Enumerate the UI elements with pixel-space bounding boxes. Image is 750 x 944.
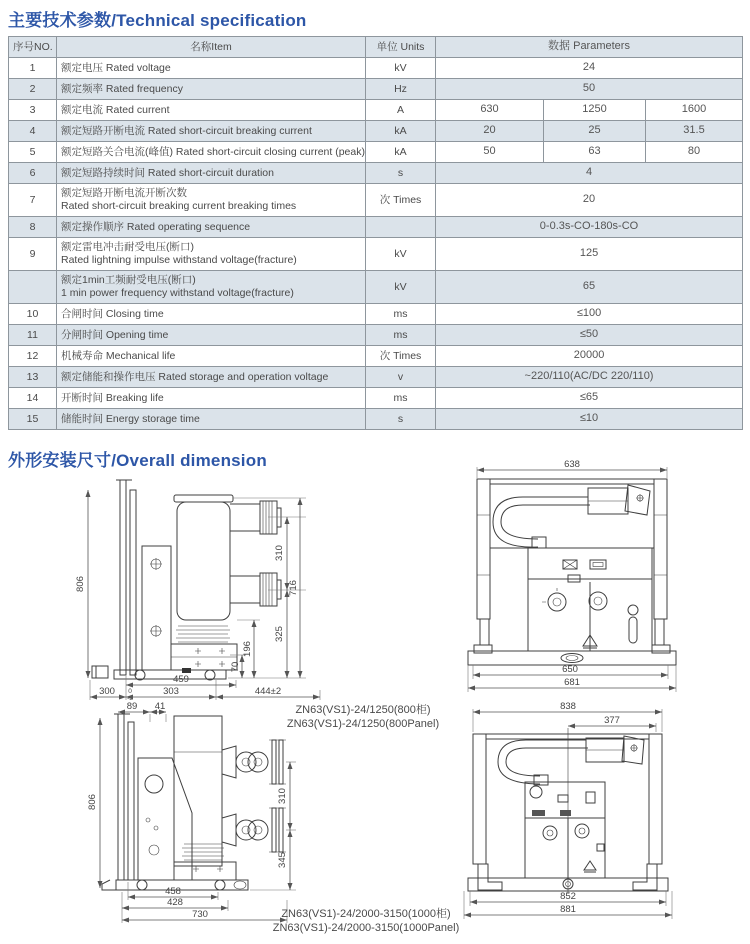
cell-item [57,271,366,304]
dim-label: 444±2 [254,686,282,697]
cell-item: 额定电流 Rated current [57,100,366,121]
cell-no: 14 [9,388,57,409]
cell-value: ≤65 [436,388,743,409]
item-cn: 额定1min工频耐受电压(断口) [61,274,196,287]
cell-value: 4 [436,163,743,184]
lower-terminal [230,573,281,606]
cell-unit: kV [366,238,436,271]
cell-unit: kA [366,121,436,142]
dim-label: 89 [126,701,138,712]
caption-line: ZN63(VS1)-24/1250(800Panel) [286,718,440,730]
table-row [9,409,743,430]
cell-no: 4 [9,121,57,142]
cell-unit: ms [366,388,436,409]
cell-unit: kA [366,142,436,163]
drawing-side-view-1000 [70,700,370,940]
dim-label: 881 [560,904,576,915]
dim-tolerance-upper: 0 [128,688,132,695]
cell-unit: Hz [366,79,436,100]
cell-value: 630 [436,100,544,121]
cell-no: 6 [9,163,57,184]
dim-label: 806 [75,576,86,592]
cell-value: ≤10 [436,409,743,430]
mounting-holes [150,558,162,637]
cell-no: 13 [9,367,57,388]
cell-item: 储能时间 Energy storage time [57,409,366,430]
cell-no: 12 [9,346,57,367]
cell-value: 24 [436,58,743,79]
cell-unit: s [366,409,436,430]
lower-terminal [222,808,286,852]
dim-label: 428 [167,897,183,908]
cell-value: 1250 [544,100,646,121]
cell-value: 25 [544,121,646,142]
dim-label: 303 [163,686,179,697]
table-row [9,217,743,238]
cell-value: ≤100 [436,304,743,325]
breaker-front-view-1000-figure [468,728,668,894]
dim-label: 730 [192,909,208,920]
cell-value: 50 [436,79,743,100]
table-row [9,367,743,388]
item-en: Rated lightning impulse withstand voltage(fracture) [61,254,297,266]
drawing-front-view-800 [440,455,740,705]
dim-label: 70 [230,661,241,673]
cell-unit: s [366,163,436,184]
cell-no: 5 [9,142,57,163]
item-cn: 额定短路开断电流开断次数 [61,187,187,200]
section-title-overall-dimension: 外形安装尺寸/Overall dimension [8,451,267,470]
cell-item: 额定短路持续时间 Rated short-circuit duration [57,163,366,184]
dim-label: 310 [274,545,285,561]
table-row [9,388,743,409]
caption-line: ZN63(VS1)-24/2000-3150(1000Panel) [272,922,460,934]
cell-no: 15 [9,409,57,430]
item-en: 1 min power frequency withstand voltage(fracture) [61,287,294,299]
table-row [9,100,743,121]
table-header-row [9,37,743,58]
cell-item: 合闸时间 Closing time [57,304,366,325]
cell-unit: 次 Times [366,346,436,367]
cell-value: 65 [436,271,743,304]
caption-line: ZN63(VS1)-24/2000-3150(1000柜) [281,908,451,920]
cell-item: 额定储能和操作电压 Rated storage and operation voltage [57,367,366,388]
table-row [9,58,743,79]
cell-no: 2 [9,79,57,100]
table-row [9,121,743,142]
panel-details [525,786,605,878]
cable-loop [498,736,644,785]
cell-item: 开断时间 Breaking life [57,388,366,409]
bellows [176,626,230,642]
table-row [9,304,743,325]
breaker-front-view-800-figure [468,479,676,665]
cell-item: 额定操作顺序 Rated operating sequence [57,217,366,238]
dim-label: 41 [154,701,166,712]
dim-label: 838 [560,701,576,712]
cell-no: 10 [9,304,57,325]
cell-value: 1600 [646,100,743,121]
cell-unit: kV [366,271,436,304]
cell-item: 额定频率 Rated frequency [57,79,366,100]
cell-item [57,238,366,271]
col-header-parameters: 数据 Parameters [436,37,743,58]
bellows [182,844,224,860]
cell-item: 额定电压 Rated voltage [57,58,366,79]
cell-unit: kV [366,58,436,79]
dim-label: 345 [277,852,288,868]
col-header-no: 序号NO. [9,37,57,58]
cable-loop [493,485,650,548]
cell-value: 0-0.3s-CO-180s-CO [436,217,743,238]
cell-value: 20000 [436,346,743,367]
upper-terminal [230,501,281,534]
cell-no: 3 [9,100,57,121]
section-title-technical-specification: 主要技术参数/Technical specification [8,11,307,30]
table-row [9,346,743,367]
dim-label: 806 [87,794,98,810]
cell-value: 20 [436,184,743,217]
cell-value: 50 [436,142,544,163]
cell-unit: A [366,100,436,121]
cell-unit: 次 Times [366,184,436,217]
cell-item: 机械寿命 Mechanical life [57,346,366,367]
dim-label: 310 [277,788,288,804]
cell-value: 125 [436,238,743,271]
cell-no: 1 [9,58,57,79]
table-row [9,79,743,100]
cell-unit [366,217,436,238]
dim-label: 377 [604,715,620,726]
dim-label: 681 [564,677,580,688]
cell-unit: ms [366,325,436,346]
dim-label: 638 [564,459,580,470]
technical-specification-table [8,36,743,430]
cell-item: 额定短路关合电流(峰值) Rated short-circuit closing current (peak) [57,142,366,163]
cell-no: 11 [9,325,57,346]
cell-no: 7 [9,184,57,217]
table-row [9,184,743,217]
base-bolts [195,648,225,667]
cell-unit: ms [366,304,436,325]
cell-item: 额定短路开断电流 Rated short-circuit breaking current [57,121,366,142]
drawing-side-view-800 [70,468,370,708]
panel-details [528,560,652,651]
table-row [9,271,743,304]
cell-value: 80 [646,142,743,163]
col-header-item: 名称Item [57,37,366,58]
dim-label: 650 [562,664,578,675]
cell-value: ≤50 [436,325,743,346]
drawing-front-view-1000 [440,698,750,944]
dim-label: 458 [165,886,181,897]
dim-tolerance-lower: -3 [127,695,133,702]
item-en: Rated short-circuit breaking current breaking times [61,200,297,212]
cell-no [9,271,57,304]
item-cn: 额定雷电冲击耐受电压(断口) [61,241,194,254]
table-row [9,325,743,346]
breaker-side-view-1000-figure [102,714,286,890]
caption-line: ZN63(VS1)-24/1250(800柜) [295,704,431,716]
dim-label: 196 [242,641,253,657]
dim-label: 716 [288,580,299,596]
upper-terminal [222,740,286,784]
dim-label: 300 [99,686,115,697]
cell-value: 20 [436,121,544,142]
table-row [9,142,743,163]
caption-800-panel [258,703,468,731]
dim-label: 852 [560,891,576,902]
caption-1000-panel [246,907,486,935]
cell-value: 31.5 [646,121,743,142]
cell-unit: v [366,367,436,388]
dim-label: 459 [173,674,189,685]
table-row [9,238,743,271]
cell-value: ~220/110(AC/DC 220/110) [436,367,743,388]
cell-item: 分闸时间 Opening time [57,325,366,346]
table-row [9,163,743,184]
col-header-unit: 单位 Units [366,37,436,58]
cell-value: 63 [544,142,646,163]
base-bolts [193,866,223,872]
dim-label: 325 [274,626,285,642]
cell-no: 9 [9,238,57,271]
cell-no: 8 [9,217,57,238]
cell-item [57,184,366,217]
